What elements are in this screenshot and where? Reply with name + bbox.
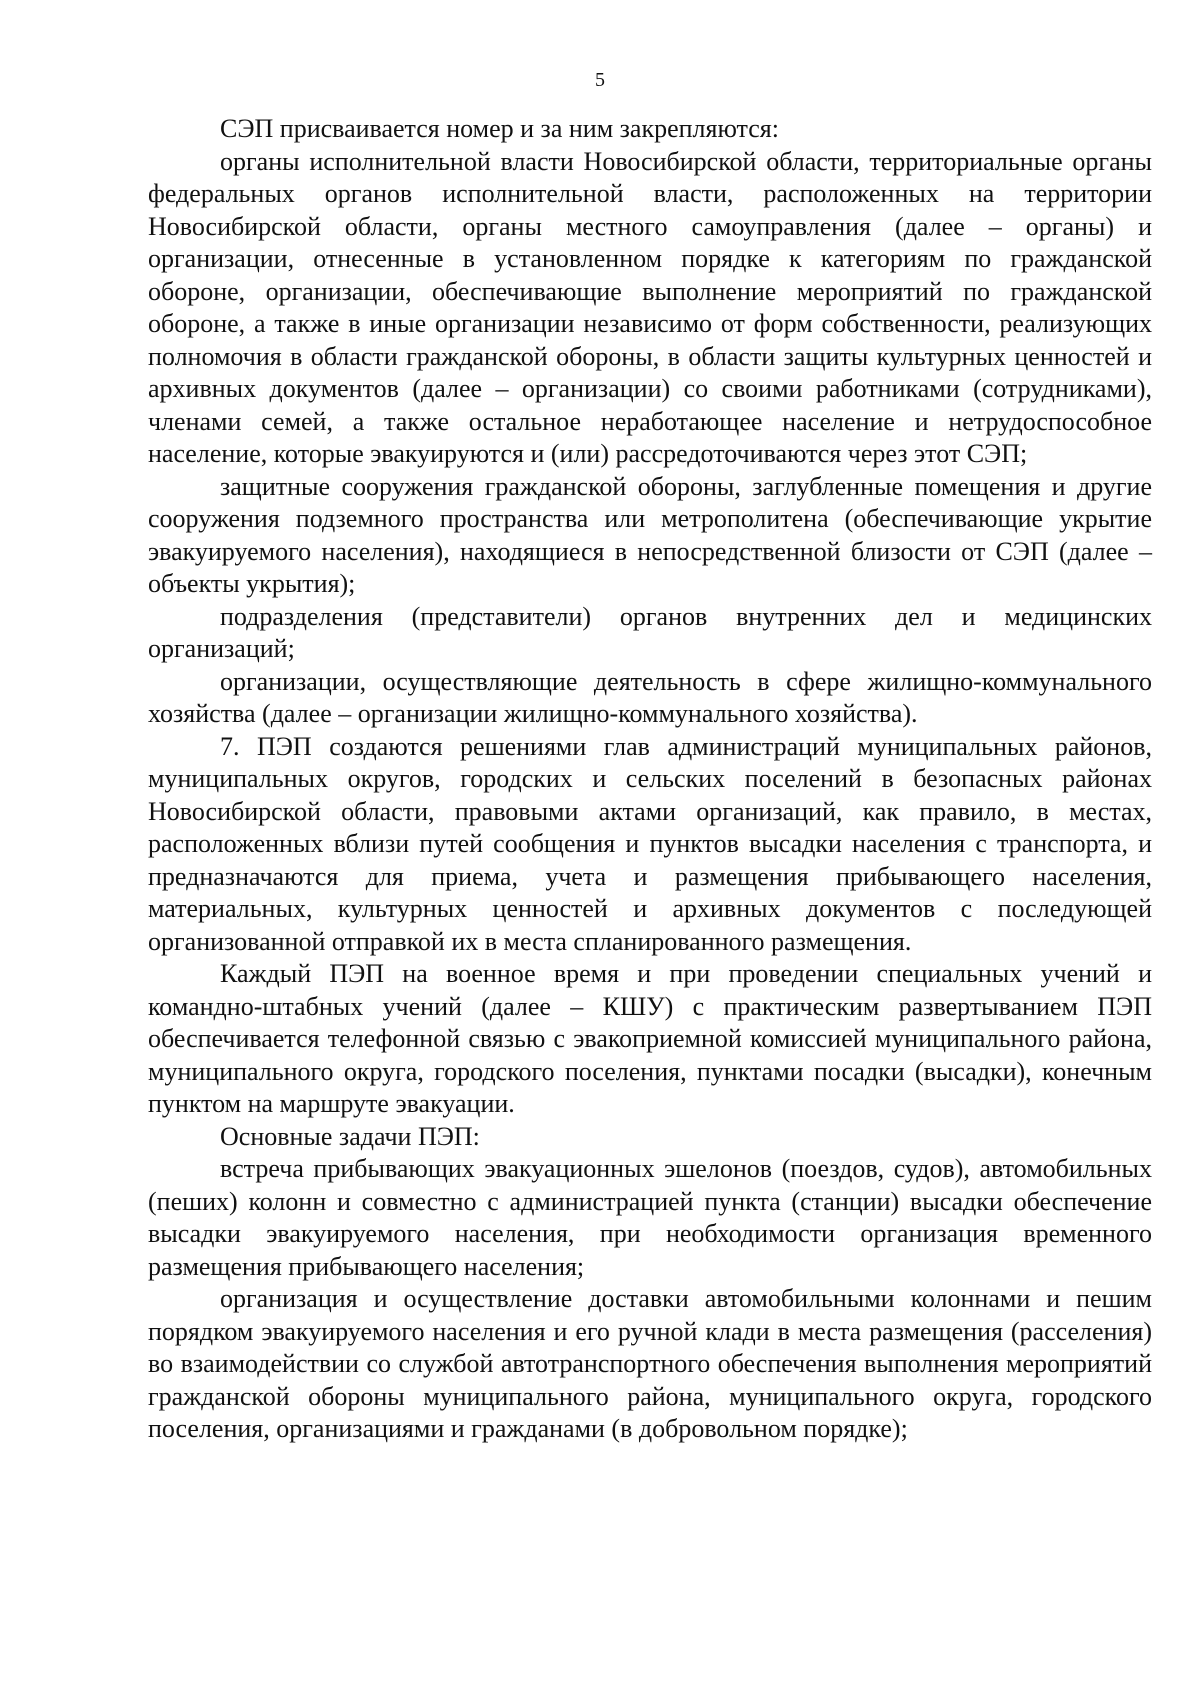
paragraph-pep-communications: Каждый ПЭП на военное время и при проведении специальных учений и командно-штабных учений (далее – КШУ) с практическим развертыванием ПЭП обеспечивается телефонной связью с эвакоприемной комиссией муниципального района, муниципального округа, городского поселения, пунктами посадки (высадки), конечным пунктом на маршруте эвакуации. xyxy=(148,959,1152,1118)
page-number: 5 xyxy=(595,69,605,91)
paragraph-task-delivery: организация и осуществление доставки автомобильными колоннами и пешим порядком эвакуируемого населения и его ручной клади в места размещения (расселения) во взаимодействии со службой автотранспортного обеспечения выполнения мероприятий гражданской обороны муниципального района, муниципального округа, городского поселения, организациями и гражданами (в добровольном порядке); xyxy=(148,1284,1152,1443)
document-body xyxy=(148,113,1152,1446)
paragraph-assigned-organs: органы исполнительной власти Новосибирской области, территориальные органы федеральных органов исполнительной власти, расположенных на территории Новосибирской области, органы местного самоуправления (далее – органы) и организации, отнесенные в установленном порядке к категориям по гражданской обороне, организации, обеспечивающие выполнение мероприятий по гражданской обороне, а также в иные организации независимо от форм собственности, реализующих полномочия в области гражданской обороны, в области защиты культурных ценностей и архивных документов (далее – организации) со своими работниками (сотрудниками), членами семей, а также остальное неработающее население и нетрудоспособное население, которые эвакуируются и (или) рассредоточиваются через этот СЭП; xyxy=(148,146,1152,468)
paragraph-task-meeting-arrivals: встреча прибывающих эвакуационных эшелонов (поездов, судов), автомобильных (пеших) колонн и совместно с администрацией пункта (станции) высадки обеспечение высадки эвакуируемого населения, при необходимости организация временного размещения прибывающего населения; xyxy=(148,1154,1152,1281)
paragraph-sep-assignment: СЭП присваивается номер и за ним закрепляются: xyxy=(220,114,779,143)
paragraph-protective-structures: защитные сооружения гражданской обороны, заглубленные помещения и другие сооружения подземного пространства или метрополитена (обеспечивающие укрытие эвакуируемого населения), находящиеся в непосредственной близости от СЭП (далее – объекты укрытия); xyxy=(148,471,1152,598)
paragraph-police-medical-units: подразделения (представители) органов внутренних дел и медицинских организаций; xyxy=(148,601,1152,663)
paragraph-main-tasks-heading: Основные задачи ПЭП: xyxy=(220,1121,480,1151)
paragraph-section-7: 7. ПЭП создаются решениями глав администраций муниципальных районов, муниципальных округов, городских и сельских поселений в безопасных районах Новосибирской области, правовыми актами организаций, как правило, в местах, расположенных вблизи путей сообщения и пунктов высадки населения с транспорта, и предназначаются для приема, учета и размещения прибывающего населения, материальных, культурных ценностей и архивных документов с последующей организованной отправкой их в места спланированного размещения. xyxy=(148,731,1152,956)
paragraph-housing-utility-organizations: организации, осуществляющие деятельность в сфере жилищно-коммунального хозяйства (далее – организации жилищно-коммунального хозяйства). xyxy=(148,666,1152,728)
